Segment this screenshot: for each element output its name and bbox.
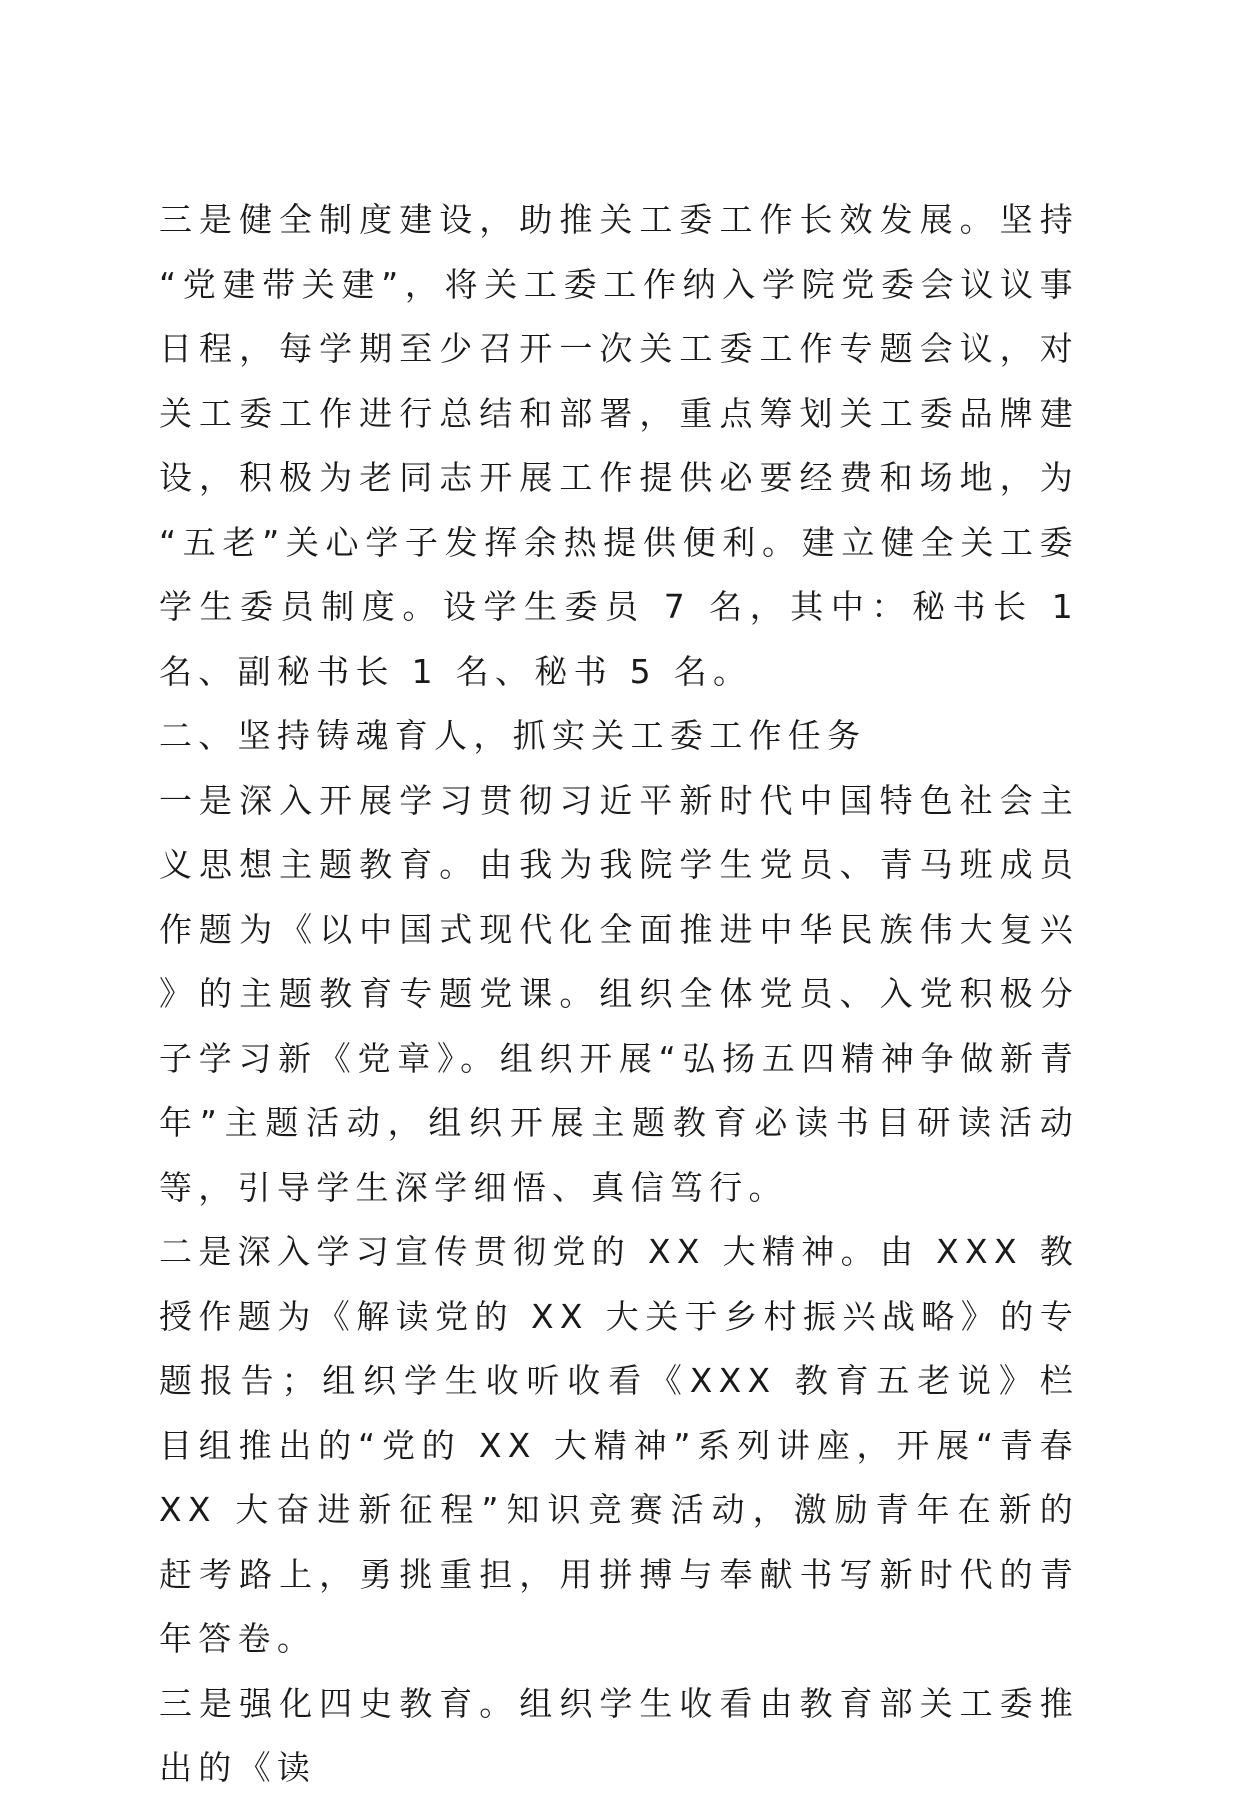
paragraph-four-histories: 三是强化四史教育。组织学生收看由教育部关工委推出的《读 [159,1683,1079,1787]
paragraph-system-building: 三是健全制度建设，助推关工委工作长效发展。坚持“党建带关建”，将关工委工作纳入学院党委会议议事日程，每学期至少召开一次关工委工作专题会议，对关工委工作进行总结和部署，重点筹划关工委品牌建设，积极为老同志开展工作提供必要经费和场地，为“五老”关心学子发挥余热提供便利。建立健全关工委学生委员制度。设学生委员 7 名，其中：秘书长 1 名、副秘书长 1 名、秘书 5 名。 [159,200,1079,691]
paragraph-congress-spirit: 二是深入学习宣传贯彻党的 XX 大精神。由 XXX 教授作题为《解读党的 XX 大关于乡村振兴战略》的专题报告；组织学生收听收看《XXX 教育五老说》栏目组推出的“党的 XX 大精神”系列讲座，开展“青春 XX 大奋进新征程”知识竞赛活动，激励青年在新的赶考路上，勇挑重担，用拼搏与奉献书写新时代的青年答卷。 [159,1232,1079,1658]
section-heading-two: 二、坚持铸魂育人，抓实关工委工作任务 [159,716,867,755]
document-body [159,188,1079,1801]
paragraph-thematic-education: 一是深入开展学习贯彻习近平新时代中国特色社会主义思想主题教育。由我为我院学生党员、青马班成员作题为《以中国式现代化全面推进中华民族伟大复兴》的主题教育专题党课。组织全体党员、入党积极分子学习新《党章》。组织开展“弘扬五四精神争做新青年”主题活动，组织开展主题教育必读书目研读活动等，引导学生深学细悟、真信笃行。 [159,780,1079,1207]
